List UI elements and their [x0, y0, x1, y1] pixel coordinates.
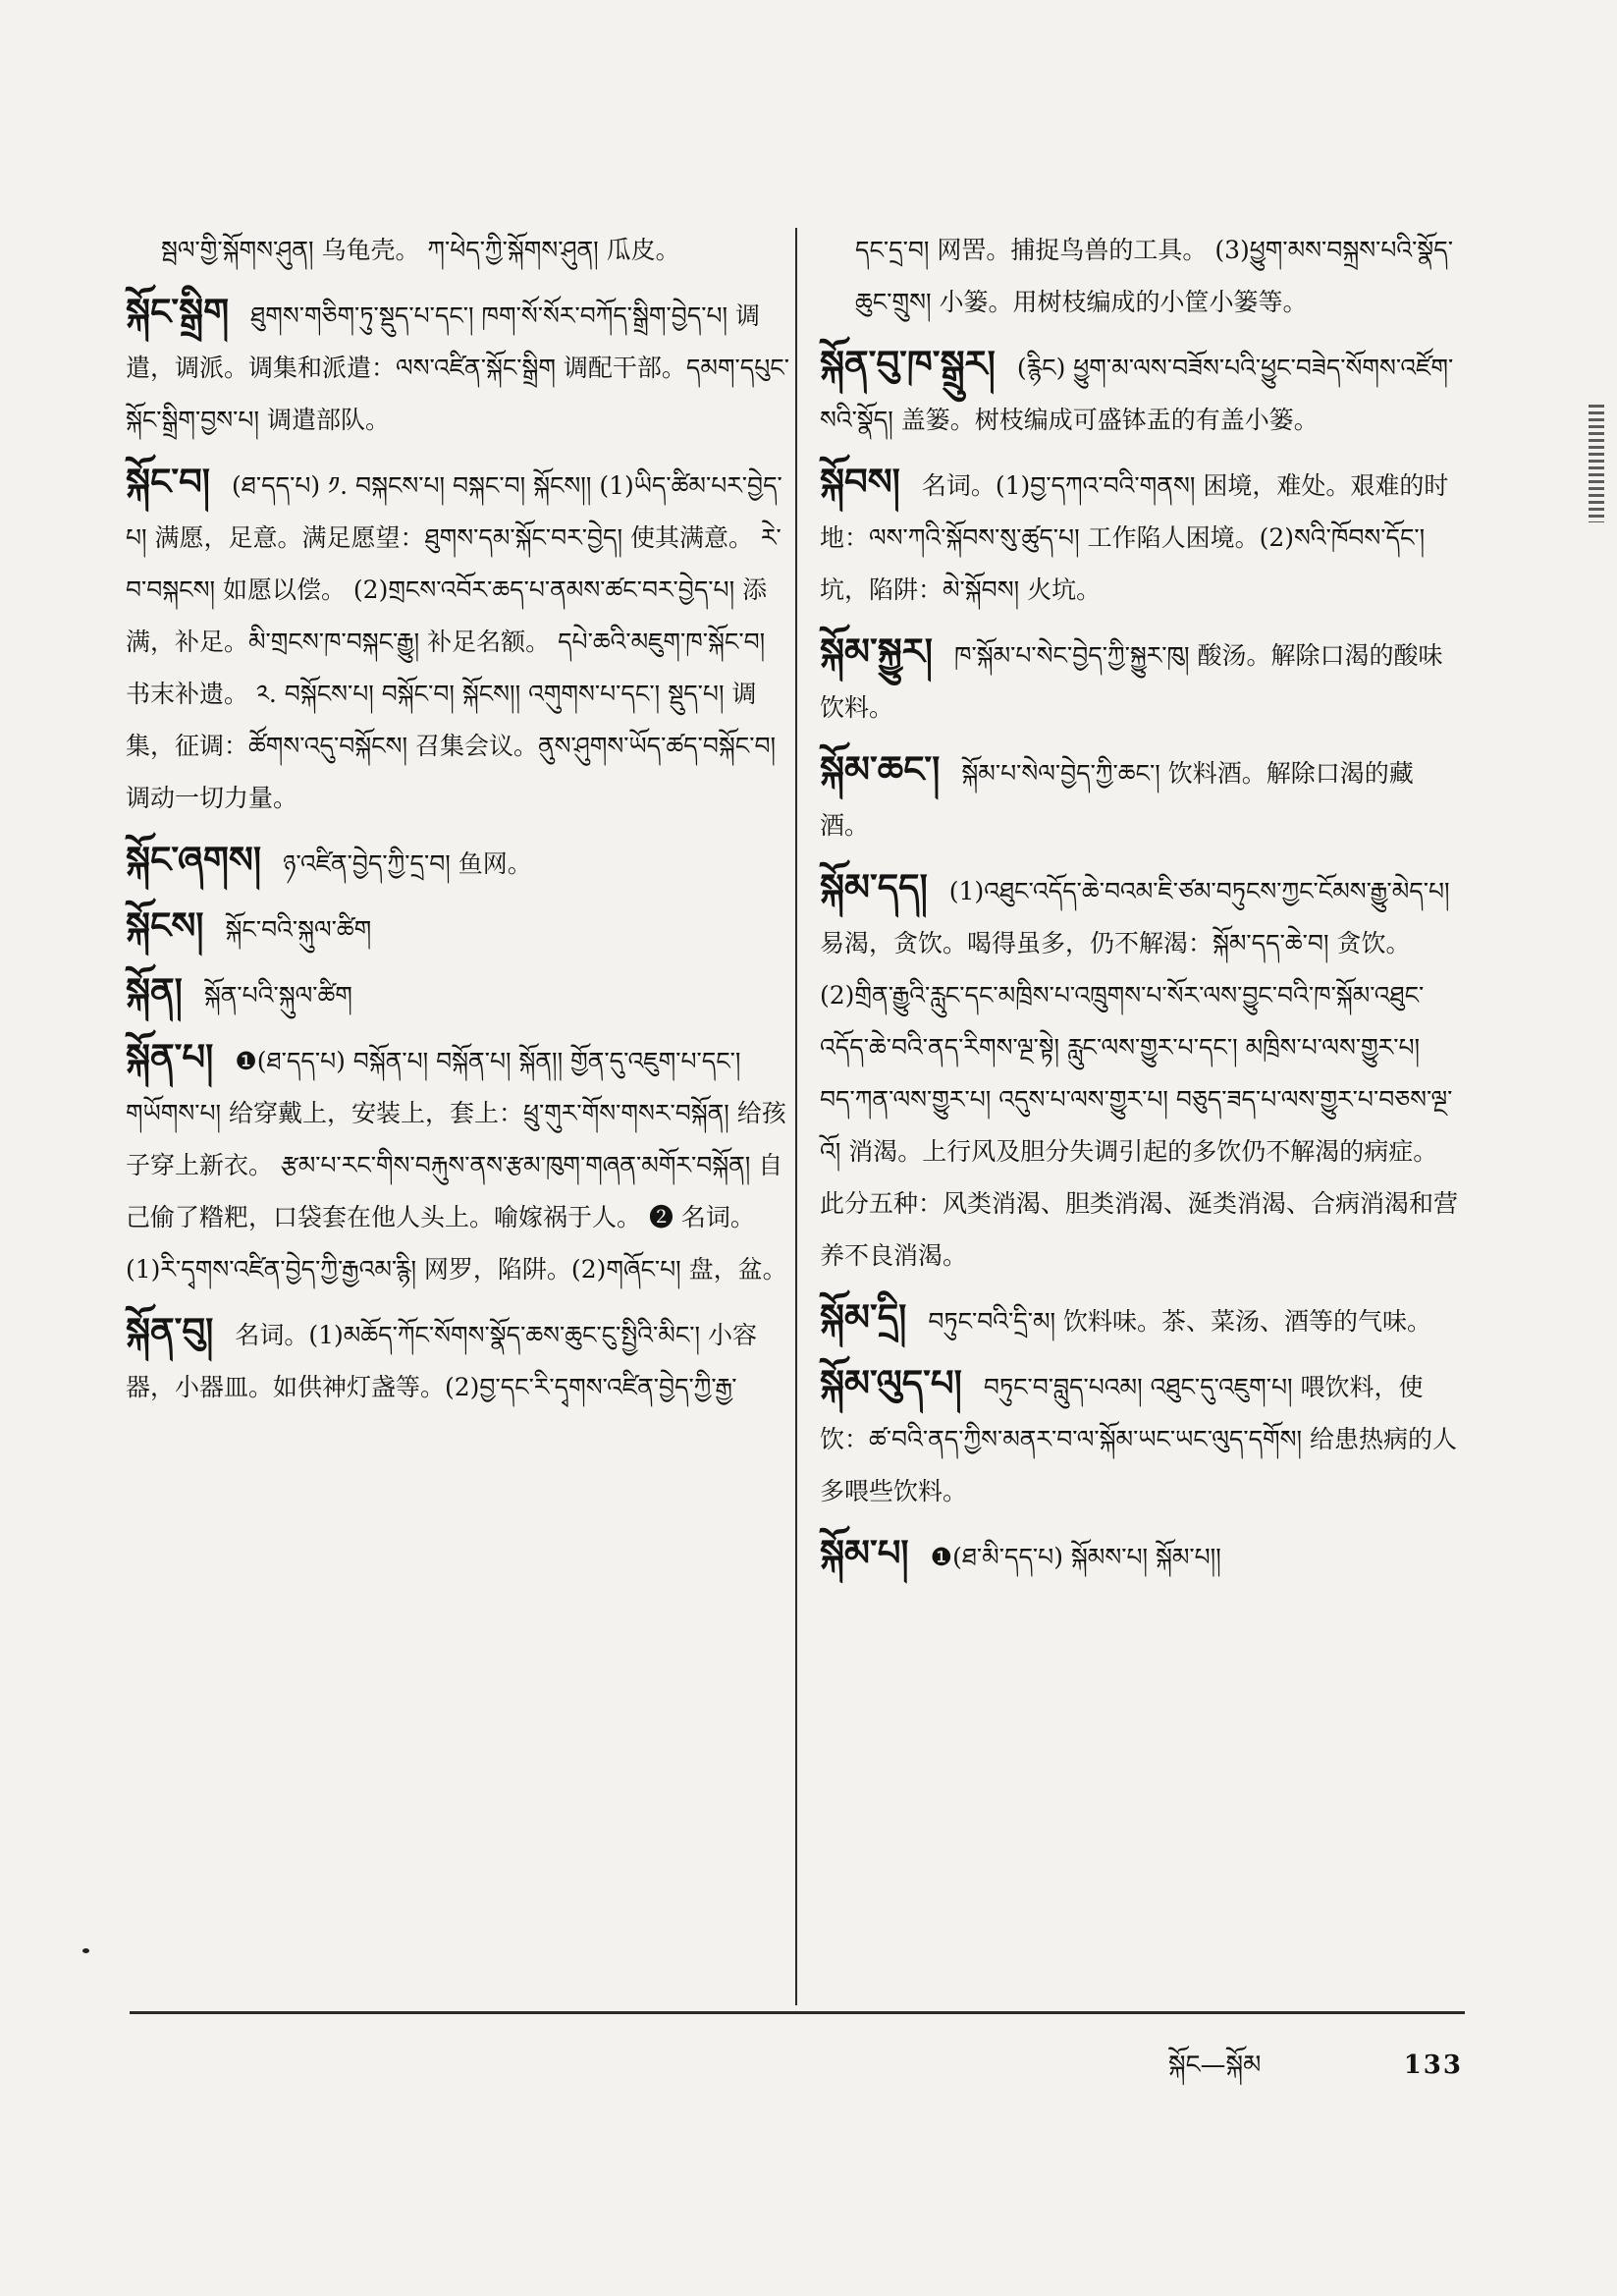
- definition: ཁ་སྐོམ་པ་སེང་བྱེད་ཀྱི་སྐྱུར་ཁུ། 酸汤。解除口渴的酸味饮料。: [820, 641, 1443, 722]
- entry-left-1: [126, 286, 795, 446]
- entry-right-1: [820, 338, 1458, 446]
- definition: ❶(ཐ་དད་པ) བསྐོན་པ། བསྐོན་པ། སྐོན།། གྱོན་དུ་འཇུག་པ་དང་། གཡོགས་པ། 给穿戴上，安装上，套上：ཕྲུ་གུར་གོས་གསར་བསྐོན། 给孩子穿上新衣。 རྩམ་པ་རང་གིས་བརྐུས་ནས་རྩམ་ཁུག་གཞན་མགོར་བསྐོན། 自己偷了糌粑，口袋套在他人头上。喻嫁祸于人。 ❷ 名词。(1)རི་དྭགས་འཛིན་བྱེད་ཀྱི་རྒྱའམ་རྙི། 网罗，陷阱。(2)གཞོང་པ། 盘，盆。: [126, 1047, 787, 1284]
- entry-right-4: [820, 743, 1458, 851]
- right-column: [820, 224, 1458, 1593]
- page-footer: [1168, 2037, 1463, 2108]
- definition: བཏུང་བའི་དྲི་མ། 饮料味。茶、菜汤、酒等的气味。: [928, 1307, 1432, 1336]
- column-divider: [795, 228, 797, 2005]
- headword: སྐོན་བུ་ཁ་སྒྲུར།: [820, 343, 996, 385]
- footer-rule: [130, 2011, 1465, 2014]
- entry-left-5: [126, 965, 795, 1021]
- entry-left-3: [126, 834, 795, 890]
- ink-speck: [82, 1948, 89, 1953]
- definition: ཐུགས་གཅིག་ཏུ་སྡུད་པ་དང་། ཁག་སོ་སོར་བཀོད་སྒྲིག་བྱེད་པ། 调遣，调派。调集和派遣：ལས་འཛིན་སྐོང་སྒྲིག 调配干部。དམག་དཔུང་སྐོང་སྒྲིག་བྱས་པ། 调遣部队。: [126, 301, 789, 434]
- entry-left-2: [126, 456, 795, 824]
- headword: སྐོམ་པ།: [820, 1532, 909, 1574]
- entry-right-7: [820, 1357, 1458, 1517]
- entry-right-0: [820, 224, 1458, 328]
- definition: (ཐ་དད་པ) ༡. བསྐངས་པ། བསྐང་བ། སྐོངས།། (1)ཡིད་ཚིམ་པར་བྱེད་པ། 满愿，足意。满足愿望：ཐུགས་དམ་སྐོང་བར་བྱེད། 使其满意。 རེ་བ་བསྐངས། 如愿以偿。 (2)གྲངས་འབོར་ཆད་པ་ནམས་ཚང་བར་བྱེད་པ། 添满，补足。མི་གྲངས་ཁ་བསྐང་རྒྱུ། 补足名额。 དཔེ་ཆའི་མཇུག་ཁ་སྐོང་བ། 书末补遗。 ༢. བསྐོངས་པ། བསྐོང་བ། སྐོངས།། འགུགས་པ་དང་། སྡུད་པ། 调集，征调：ཚོགས་འདུ་བསྐོངས། 召集会议。ནུས་ཤུགས་ཡོད་ཚད་བསྐོང་བ། 调动一切力量。: [126, 471, 782, 812]
- definition: 名词。(1)མཆོད་ཀོང་སོགས་སྣོད་ཆས་ཆུང་ངུ་སྤྱིའི་མིང་། 小容器，小器皿。如供神灯盏等。(2)བྱ་དང་རི་དྭགས་འཛིན་བྱེད་ཀྱི་རྒྱ་: [126, 1321, 757, 1401]
- headword: སྐོང་སྒྲིག: [126, 291, 230, 333]
- definition: (རྙིང) ཕྱུག་མ་ལས་བཟོས་པའི་ཕྱུང་བཟེད་སོགས་འཛོག་སའི་སྣོད། 盖篓。树枝编成可盛钵盂的有盖小篓。: [820, 354, 1454, 434]
- entry-left-4: [126, 900, 795, 956]
- headword: སྐོམ་ཆང་།: [820, 748, 941, 791]
- headword: སྐོན་པ།: [126, 1036, 214, 1078]
- definition: སྐོན་པའི་སྐུལ་ཚིག: [203, 981, 352, 1010]
- headword-range: སྐོང—སྐོམ: [1168, 2050, 1262, 2080]
- headword: སྐོམ་སྐྱུར།: [820, 630, 933, 673]
- definition: སྐོང་བའི་སྐུལ་ཚིག: [225, 915, 372, 944]
- entry-right-8: [820, 1527, 1458, 1583]
- scan-edge-mark: [1589, 405, 1604, 522]
- headword: སྐོན་བུ།: [126, 1310, 214, 1352]
- definition: ཉ་འཛིན་བྱེད་ཀྱི་དྲ་བ། 鱼网。: [283, 849, 532, 878]
- headword: སྐོབས།: [820, 461, 900, 503]
- headword: སྐོན།: [126, 970, 183, 1012]
- headword: སྐོམ་ལུད་པ།: [820, 1362, 962, 1404]
- definition: བཏུང་བ་བླུད་པའམ། འཐུང་དུ་འཇུག་པ། 喂饮料，使饮：ཚ་བའི་ནད་ཀྱིས་མནར་བ་ལ་སྐོམ་ཡང་ཡང་ལུད་དགོས། 给患热病的人多喂些饮料。: [820, 1373, 1458, 1505]
- headword: སྐོམ་དྲི།: [820, 1296, 907, 1339]
- entry-right-3: [820, 626, 1458, 734]
- definition: སྐོམ་པ་སེལ་བྱེད་ཀྱི་ཆང་། 饮料酒。解除口渴的藏酒。: [820, 759, 1414, 840]
- definition: 名词。(1)བྱ་དཀའ་བའི་གནས། 困境，难处。艰难的时地：ལས་ཀའི་སྐོབས་སུ་ཚུད་པ། 工作陷人困境。(2)སའི་ཁོབས་དོང་། 坑，陷阱：མེ་སྐོབས། 火坑。: [820, 471, 1449, 604]
- headword: སྐོང་ཞགས།: [126, 839, 262, 881]
- entry-right-5: [820, 861, 1458, 1282]
- definition: (1)འཐུང་འདོད་ཆེ་བའམ་ཇི་ཙམ་བཏུངས་ཀྱང་ངོམས་རྒྱུ་མེད་པ། 易渴，贪饮。喝得虽多，仍不解渴：སྐོམ་དད་ཆེ་བ། 贪饮。 (2)གྲིན་རྒྱུའི་རླུང་དང་མཁྲིས་པ་འཁྲུགས་པ་སོར་ལས་བྱུང་བའི་ཁ་སྐོམ་འཐུང་འདོད་ཆེ་བའི་ནད་རིགས་ལྔ་སྟེ། རླུང་ལས་གྱུར་པ་དང་། མཁྲིས་པ་ལས་གྱུར་པ། བད་ཀན་ལས་གྱུར་པ། འདུས་པ་ལས་གྱུར་པ། བཅུད་ཟད་པ་ལས་གྱུར་པ་བཅས་ལྔ་འོ། 消渴。上行风及胆分失调引起的多饮仍不解渴的病症。此分五种：风类消渴、胆类消渴、涎类消渴、合病消渴和营养不良消渴。: [820, 877, 1459, 1270]
- definition: སྦལ་གྱི་སྐོགས་ཤུན། 乌龟壳。 ཀ་ཕེད་ཀྱི་སྐོགས་ཤུན། 瓜皮。: [161, 236, 680, 264]
- page-number: 133: [1403, 2050, 1463, 2080]
- entry-right-2: [820, 456, 1458, 616]
- entry-left-6: [126, 1031, 795, 1295]
- left-column: [126, 224, 795, 1423]
- definition: ❶(ཐ་མི་དད་པ) སྐོམས་པ། སྐོམ་པ།།: [930, 1543, 1221, 1571]
- headword: སྐོམ་དད།: [820, 866, 928, 908]
- entry-left-7: [126, 1305, 795, 1413]
- entry-right-6: [820, 1291, 1458, 1347]
- headword: སྐོང་བ།: [126, 461, 211, 503]
- entry-left-0: [126, 224, 795, 276]
- definition: དང་དྲ་བ། 网罟。捕捉鸟兽的工具。 (3)ཕྱུག་མས་བསྐྲས་པའི་སྣོད་ཆུང་གྲུས། 小篓。用树枝编成的小筐小篓等。: [855, 236, 1453, 316]
- headword: སྐོངས།: [126, 904, 204, 947]
